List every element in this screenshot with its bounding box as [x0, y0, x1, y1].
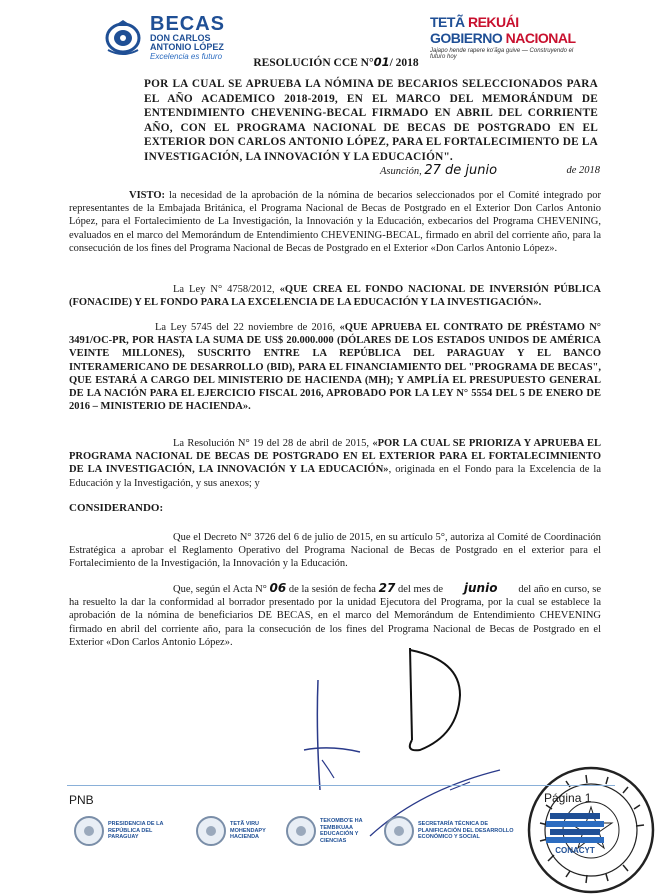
gobierno-nacional-logo: [430, 10, 580, 60]
acta-fecha-mes: junio: [463, 581, 498, 595]
footer-item-presidencia: PRESIDENCIA DE LA REPÚBLICA DEL PARAGUAY: [108, 821, 164, 841]
resol2-prefix: La Resolución N° 19 del 28 de abril de 2015,: [173, 438, 373, 449]
ley-4758-paragraph: [69, 283, 601, 309]
footer-divider: [67, 785, 615, 786]
becas-tagline: Excelencia es futuro: [150, 52, 223, 61]
footer-logo-stp: [384, 811, 534, 851]
resol2-bold: «POR LA CUAL SE PRIORIZA Y APRUEBA EL PROGRAMA NACIONAL DE BECAS DE POSTGRADO EN EL EXTERIOR PARA EL FORTALECIMNIENTO DE LA INVESTIGACIÓN, LA INNOVACIÓN Y LA EDUCACIÓN»: [69, 438, 601, 476]
becas-title: BECAS: [150, 13, 226, 35]
visto-label: VISTO:: [129, 190, 165, 201]
ley1-bold: «QUE CREA EL FONDO NACIONAL DE INVERSIÓN PÚBLICA (FONACIDE) Y EL FONDO PARA LA EXCELENCIA DE LA EDUCACIÓN Y LA INVESTIGACIÓN».: [69, 284, 601, 309]
acta-number: 06: [269, 581, 287, 595]
visto-text: la necesidad de la aprobación de la nómina de becarios seleccionados por el Comité integrado por representantes de la Embajada Británica, el Programa Nacional de Becas de Postgrado en el Exterior Don Carlos Antonio López, para el Fortalecimiento de La Investigación, la Innovación y la Educación, exbecarios del Programa CHEVENING, evaluados en el marco del Memorándum de Entendimiento CHEVENING-BECAL, firmado en abril del corriente año, para la consecución de los fines del Programa Nacional de Becas de Postgrado en el Exterior «Don Carlos Antonio López».: [69, 190, 601, 254]
footer-logo-educacion: [286, 811, 386, 851]
becas-line1: DON CARLOS: [150, 33, 211, 43]
presidencia-emblem-icon: [74, 816, 104, 846]
footer-item-educacion: TEKOMBO'E HA TEMBIKUAA EDUCACIÓN Y CIENCIAS: [320, 818, 363, 844]
page-number: Página 1: [544, 791, 592, 805]
acta-fecha-dia: 27: [378, 581, 396, 595]
resolucion-heading: [0, 55, 672, 69]
footer-logos: [62, 811, 622, 855]
acta-paragraph: [69, 582, 601, 649]
visto-paragraph: [69, 189, 601, 255]
becas-logo: [100, 13, 250, 61]
stp-emblem-icon: [384, 816, 414, 846]
ley2-bold: «QUE APRUEBA EL CONTRATO DE PRÉSTAMO N° 3491/OC-PR, POR HASTA LA SUMA DE US$ 20.000.000 (DÓLARES DE LOS ESTADOS UNIDOS DE AMÉRICA VEINTE MILLONES), SUSCRITO ENTRE LA REPÚBLICA DEL PARAGUAY Y EL BANCO INTERAMERICANO DE DESARROLLO (BID), PARA EL FINANCIAMIENTO DEL "PROGRAMA DE BECAS", QUE ESTARÁ A CARGO DEL MINISTERIO DE HACIENDA (MH); Y AMPLÍA EL PRESUPUESTO GENERAL DE LA NACIÓN PARA EL EJERCICIO FISCAL 2016, APROBADO POR LA LEY N° 5554 DEL 5 DE ENERO DE 2016 – MINISTERIO DE HACIENDA».: [69, 322, 601, 413]
educacion-emblem-icon: [286, 816, 316, 846]
ley2-prefix: La Ley 5745 del 22 noviembre de 2016,: [155, 322, 340, 333]
conacyt-label: CONACYT: [555, 846, 595, 855]
fecha-anio: de 2018: [566, 165, 600, 176]
resolucion-19-paragraph: [69, 437, 601, 490]
acta-p4: del año en curso, se ha resuelto la dar la conformidad al borrador presentado por la unidad Ejecutora del Programa, por la cual se establece la aprobación de la nómina de beneficiarios DE BECAS, en el marco del Memorándum de Entendimiento CHEVENING firmado en abril del corriente año, para la consecución de los fines del Programa Nacional de Becas de Postgrado en el Exterior «Don Carlos Antonio López».: [69, 584, 601, 648]
footer-logo-presidencia: [74, 811, 184, 851]
acta-p3: del mes de: [395, 584, 446, 595]
ley-5745-paragraph: [69, 321, 601, 413]
resolucion-prefix: RESOLUCIÓN CCE N°: [253, 57, 374, 69]
conacyt-logo-icon: [540, 811, 610, 855]
gob-line1b: REKUÁI: [467, 14, 519, 30]
ley1-prefix: La Ley N° 4758/2012,: [173, 284, 280, 295]
acta-p1: Que, según el Acta N°: [173, 584, 270, 595]
footer-pnb: PNB: [69, 793, 94, 807]
decreto-text: Que el Decreto N° 3726 del 6 de julio de 2015, en su artículo 5°, autoriza al Comité de Coordinación Estratégica a aprobar el Reglamento Operativo del Programa Nacional de Becas de Postgrado en el exterior para el Fortalecimiento de la Investigación, la Innovación y la Educación.: [69, 532, 601, 570]
resolution-title: POR LA CUAL SE APRUEBA LA NÓMINA DE BECARIOS SELECCIONADOS PARA EL AÑO ACADEMICO 2018-2019, EN EL MARCO DEL MEMORÁNDUM DE ENTENDIMIENTO CHEVENING-BECAL FIRMADO EN ABRIL DEL CORRIENTE AÑO, CON EL PROGRAMA NACIONAL DE BECAS DE POSTGRADO EN EL EXTERIOR DON CARLOS ANTONIO LÓPEZ, PARA EL FORTALECIMIENTO DE LA INVESTIGACIÓN, LA INNOVACIÓN Y LA EDUCACIÓN".: [144, 78, 598, 163]
footer-item-stp: SECRETARÍA TÉCNICA DE PLANIFICACIÓN DEL DESARROLLO ECONÓMICO Y SOCIAL: [418, 821, 514, 841]
hacienda-emblem-icon: [196, 816, 226, 846]
gob-line2b: NACIONAL: [505, 30, 576, 46]
resolucion-year: / 2018: [389, 57, 419, 69]
fecha-lugar: Asunción,: [380, 166, 422, 177]
resolucion-number: 01: [373, 55, 390, 69]
decreto-paragraph: [69, 531, 601, 571]
fecha-line: [380, 163, 600, 178]
gob-tagline: Jajapo hende rapere ko'ãga guive — Construyendo el futuro hoy: [430, 48, 574, 60]
becas-line2: ANTONIO LÓPEZ: [150, 42, 224, 52]
considerando-heading: CONSIDERANDO:: [69, 502, 164, 514]
gob-line1a: TETÃ: [430, 14, 468, 30]
resol2-suffix: , originada en el Fondo para la Excelencia de la Educación y la Investigación, y sus anexos; y: [69, 464, 602, 489]
footer-item-hacienda: TETÃ VIRU MOHENDAPY HACIENDA: [230, 821, 266, 841]
fecha-dia-mes: 27 de junio: [424, 163, 498, 178]
gob-line2a: GOBIERNO: [430, 30, 506, 46]
becas-emblem-icon: [100, 16, 146, 56]
acta-p2: de la sesión de fecha: [286, 584, 379, 595]
